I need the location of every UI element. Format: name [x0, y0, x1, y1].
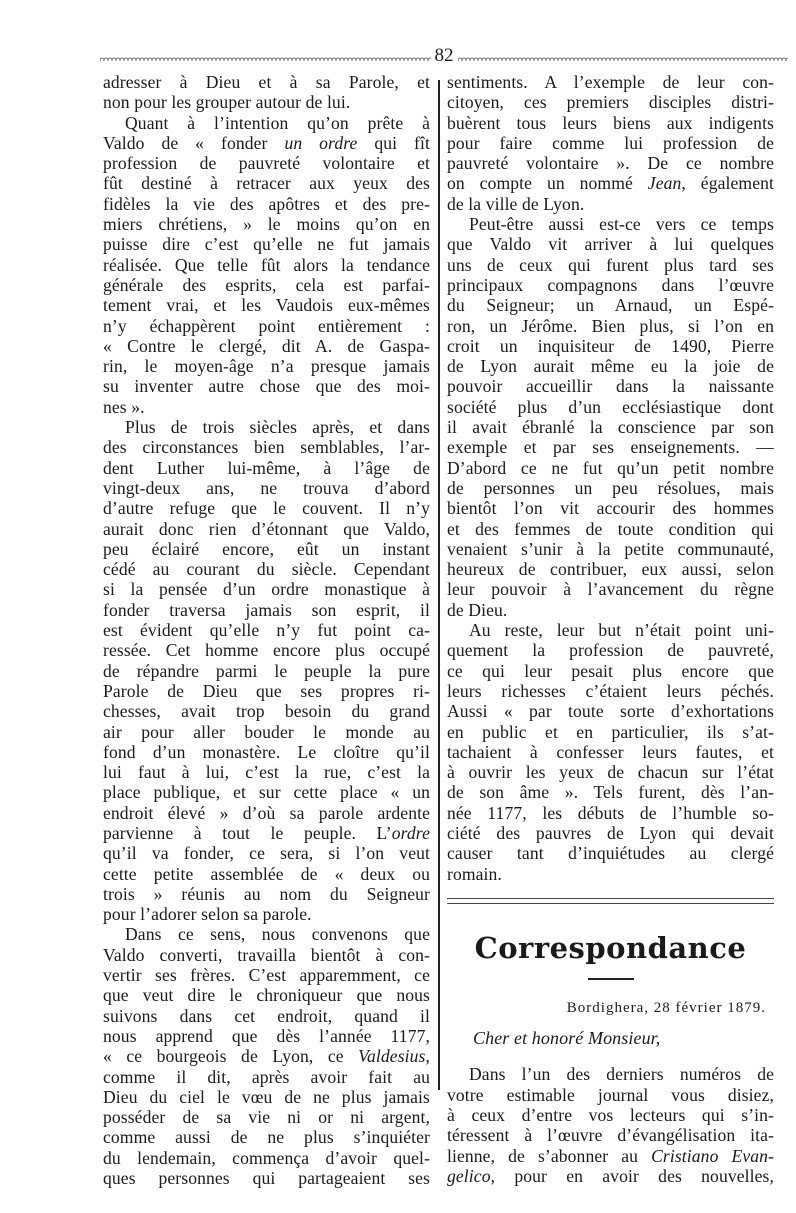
text-line: à ouvrir les yeux de chacun sur l’état [447, 762, 774, 783]
text-line: quement la profession de pauvreté, [447, 640, 774, 661]
italic-emphasis: Jean [647, 173, 682, 194]
text-line: comme il dit, après avoir fait au [103, 1066, 430, 1087]
text-line: rin, le moyen-âge n’a presque jamais [103, 356, 430, 377]
text-line: exemple et par ses enseignements. — [447, 437, 774, 458]
article-continuation [447, 72, 774, 884]
section-title: Correspondance [474, 930, 747, 965]
text-line: tement vrai, et les Vaudois eux-mêmes [103, 295, 430, 316]
text-line: de la ville de Lyon. [447, 193, 585, 214]
text-line: des circonstances bien semblables, l’ar- [103, 437, 430, 458]
text-line: téressent à l’œuvre d’évangélisation ita- [447, 1125, 774, 1146]
text-line: principaux compagnons dans l’œuvre [447, 274, 774, 295]
text-line: pouvoir accueillir dans la naissante [447, 376, 774, 397]
text-line: buèrent tous leurs biens aux indigents [447, 112, 774, 133]
letter-dateline: Bordighera, 28 février 1879. [566, 999, 766, 1016]
text-line: endroit élevé » d’où sa parole ardente [103, 802, 430, 823]
text-line: profession de pauvreté volontaire et [103, 153, 430, 174]
text-line: fût destiné à retracer aux yeux des [103, 173, 430, 194]
text-line: de Dieu. [447, 599, 508, 620]
text-line: place publique, et sur cette place « un [103, 782, 430, 803]
section-separator-rule [447, 898, 774, 904]
italic-emphasis: un ordre [284, 132, 358, 153]
text-line: en public et en particulier, ils s’at- [447, 721, 774, 742]
text-line: de Lyon aurait même eu la joie de [447, 356, 774, 377]
text-line: ce qui leur pesait plus encore que [447, 660, 774, 681]
text-line: cette petite assemblée de « deux ou [103, 863, 430, 884]
text-line: de répandre parmi le peuple la pure [103, 660, 430, 681]
text-line: Dieu du ciel le vœu de ne plus jamais [103, 1086, 430, 1107]
text-line: air pour aller bouder le monde au [103, 721, 430, 742]
text-line: Plus de trois siècles après, et dans [125, 417, 430, 438]
text-line: si la pensée d’un ordre monastique à [103, 579, 430, 600]
text-line: lienne, de s’abonner au Cristiano Evan- [447, 1145, 774, 1166]
text-line: romain. [447, 863, 502, 884]
text-line: d’autre refuge que le couvent. Il n’y [103, 498, 430, 519]
text-line: croit un inquisiteur de 1490, Pierre [447, 335, 774, 356]
text-line: Dans ce sens, nous convenons que [125, 924, 430, 945]
text-line: Parole de Dieu que ses propres ri- [103, 680, 430, 701]
text-line: réalisée. Que telle fût alors la tendance [103, 254, 430, 275]
text-line: lui faut à lui, c’est la rue, c’est la [103, 762, 430, 783]
text-line: pour faire comme lui profession de [447, 132, 774, 153]
text-line: tachaient à confesser leurs fautes, et [447, 741, 774, 762]
text-line: nous apprend que dès l’année 1177, [103, 1025, 430, 1046]
text-line: puisse dire c’est qu’elle ne fut jamais [103, 234, 430, 255]
text-line: Au reste, leur but n’était point uni- [469, 620, 774, 641]
text-line: leur pouvoir à l’avancement du règne [447, 579, 774, 600]
text-line: cédé au courant du siècle. Cependant [103, 559, 430, 580]
text-line: « ce bourgeois de Lyon, ce Valdesius, [103, 1046, 430, 1067]
text-line: Quant à l’intention qu’on prête à [125, 112, 430, 133]
text-line: comme aussi de ne plus s’inquiéter [103, 1127, 430, 1148]
text-line: fonder traversa jamais son esprit, il [103, 599, 430, 620]
text-line: nes ». [103, 396, 145, 417]
text-line: suivons dans cet endroit, quand il [103, 1005, 430, 1026]
text-line: fidèles la vie des apôtres et des pre- [103, 193, 430, 214]
text-line: Aussi « par toute sorte d’exhortations [447, 701, 774, 722]
text-line: générale des esprits, cela est parfai- [103, 274, 430, 295]
text-line: Valdo de « fonder un ordre qui fît [103, 132, 430, 153]
text-line: trois » réunis au nom du Seigneur [103, 883, 430, 904]
italic-emphasis: ordre [391, 822, 430, 843]
text-line: qu’il va fonder, ce sera, si l’on veut [103, 843, 430, 864]
text-line: adresser à Dieu et à sa Parole, et [103, 72, 430, 92]
header-rule-right [458, 55, 789, 61]
text-line: votre estimable journal vous disiez, [447, 1084, 774, 1105]
text-line: de personnes un peu résolues, mais [447, 477, 774, 498]
text-line: non pour les grouper autour de lui. [103, 92, 351, 113]
page-number: 82 [434, 45, 454, 66]
text-line: peu éclairé encore, eût un instant [103, 538, 430, 559]
text-line: miers chrétiens, » le moins qu’on en [103, 214, 430, 235]
text-line: dent Luther lui-même, à l’âge de [103, 457, 430, 478]
text-line: n’y échappèrent point entièrement : [103, 315, 430, 336]
text-line: de son âme ». Tels furent, dès l’an- [447, 782, 774, 803]
text-line: causer tant d’inquiétudes au clergé [447, 843, 774, 864]
text-line: Valdo converti, travailla bientôt à con- [103, 944, 430, 965]
text-line: uns de ceux qui furent plus tard ses [447, 254, 774, 275]
page-header [100, 46, 788, 70]
italic-emphasis: gelico [447, 1165, 491, 1186]
text-line: ron, un Jérôme. Bien plus, si l’on en [447, 315, 774, 336]
text-line: du Seigneur; un Arnaud, un Espé- [447, 295, 774, 316]
text-line: née 1177, les débuts de l’humble so- [447, 802, 774, 823]
text-line: pour l’adorer selon sa parole. [103, 904, 312, 925]
header-rule-left [100, 55, 431, 61]
text-line: Peut-être aussi est-ce vers ce temps [469, 214, 774, 235]
text-line: bientôt l’on vit accourir des hommes [447, 498, 774, 519]
column-divider [438, 80, 440, 1090]
text-line: à ceux d’entre vos lecteurs qui s’in- [447, 1105, 774, 1126]
text-line: ressée. Cet homme encore plus occupé [103, 640, 430, 661]
text-line: est évident qu’elle n’y fut point ca- [103, 620, 430, 641]
text-line: heureux de contribuer, eux aussi, selon [447, 559, 774, 580]
text-line: vingt-deux ans, ne trouva d’abord [103, 477, 430, 498]
title-dash [588, 978, 634, 980]
italic-emphasis: Cristiano Evan- [651, 1145, 774, 1166]
text-line: que Valdo vit arriver à lui quelques [447, 234, 774, 255]
text-line: on compte un nommé Jean, également [447, 173, 774, 194]
text-line: posséder de sa vie ni or ni argent, [103, 1107, 430, 1128]
text-line: et des femmes de toute condition qui [447, 518, 774, 539]
letter-body [447, 1064, 774, 1186]
italic-emphasis: Valdesius [358, 1046, 426, 1067]
text-line: venaient s’unir à la petite communauté, [447, 538, 774, 559]
text-line: su inventer autre chose que des moi- [103, 376, 430, 397]
text-line: sentiments. A l’exemple de leur con- [447, 72, 774, 92]
left-column [103, 72, 430, 1188]
text-line: Dans l’un des derniers numéros de [469, 1064, 774, 1085]
text-line: ciété des pauvres de Lyon qui devait [447, 822, 774, 843]
text-line: pauvreté volontaire ». De ce nombre [447, 153, 774, 174]
text-line: société plus d’un ecclésiastique dont [447, 396, 774, 417]
right-column [447, 72, 774, 1186]
text-line: leurs richesses c’étaient leurs péchés. [447, 680, 774, 701]
text-line: fond d’un monastère. Le cloître qu’il [103, 741, 430, 762]
text-line: gelico, pour en avoir des nouvelles, [447, 1165, 774, 1186]
text-line: « Contre le clergé, dit A. de Gaspa- [103, 335, 430, 356]
text-line: chesses, avait trop besoin du grand [103, 701, 430, 722]
text-line: vertir ses frères. C’est apparemment, ce [103, 965, 430, 986]
text-line: du lendemain, commença d’avoir quel- [103, 1147, 430, 1168]
text-line: aurait donc rien d’étonnant que Valdo, [103, 518, 430, 539]
text-line: citoyen, ces premiers disciples distri- [447, 92, 774, 113]
letter-salutation: Cher et honoré Monsieur, [473, 1028, 661, 1049]
text-line: parvienne à tout le peuple. L’ordre [103, 822, 430, 843]
text-line: il avait ébranlé la conscience par son [447, 417, 774, 438]
text-line: D’abord ce ne fut qu’un petit nombre [447, 457, 774, 478]
text-line: que veut dire le chroniqueur que nous [103, 985, 430, 1006]
text-line: ques personnes qui partageaient ses [103, 1168, 430, 1189]
